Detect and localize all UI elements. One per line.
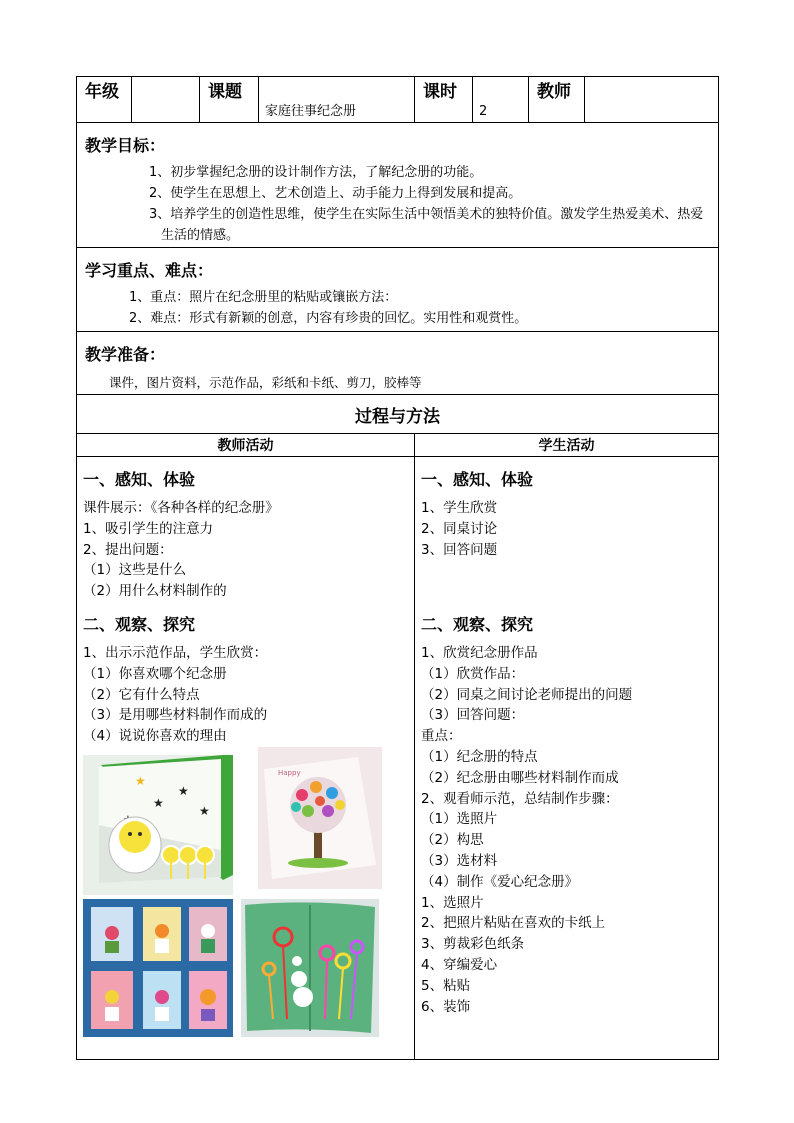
teacher-line: （4）说说你喜欢的理由 (83, 728, 227, 745)
student-line: （3）选材料 (421, 852, 498, 869)
process-title-row (77, 395, 719, 434)
process-title: 过程与方法 (77, 395, 719, 434)
student-line: 重点： (421, 728, 462, 745)
student-line: （2）构思 (421, 832, 484, 849)
focus-item: 1、重点：照片在纪念册里的粘贴或镶嵌方法： (129, 290, 398, 305)
student-line: 5、粘贴 (421, 977, 471, 994)
student-line: （2）同桌之间讨论老师提出的问题 (421, 686, 633, 703)
teacher-label: 教师 (529, 77, 585, 123)
teacher-line: （1）你喜欢哪个纪念册 (83, 665, 227, 682)
flower-cards-photo (83, 899, 233, 1037)
prep-row (77, 332, 719, 395)
goal-item: 2、使学生在思想上、艺术创造上、动手能力上得到发展和提高。 (149, 186, 522, 201)
student-line: （2）纪念册由哪些材料制作而成 (421, 769, 619, 786)
teacher-activity-cell (77, 457, 415, 1060)
topic-label: 课题 (200, 77, 259, 123)
teacher-line: （1）这些是什么 (83, 562, 187, 579)
student-line: （1）选照片 (421, 811, 498, 828)
student-activity-header: 学生活动 (415, 434, 719, 457)
student-activity-cell (415, 457, 719, 1060)
quilled-tree-card-photo (258, 747, 382, 889)
student-line: （1）欣赏作品： (421, 665, 525, 682)
header-row (77, 77, 719, 123)
prep-text: 课件，图片资料，示范作品，彩纸和卡纸、剪刀，胶棒等 (109, 375, 422, 390)
student-line: 6、装饰 (421, 998, 471, 1015)
prep-title: 教学准备： (85, 345, 166, 364)
hours-value: 2 (473, 77, 529, 123)
goal-item: 1、初步掌握纪念册的设计制作方法，了解纪念册的功能。 (149, 165, 483, 180)
student-stage1-title: 一、感知、体验 (421, 470, 534, 489)
goals-list (77, 162, 718, 246)
goals-title: 教学目标： (85, 136, 166, 155)
teacher-line: （2）用什么材料制作的 (83, 583, 227, 600)
lesson-plan-page (76, 76, 718, 1036)
student-line: 4、穿编爱心 (421, 956, 498, 973)
grade-value (132, 77, 200, 123)
teacher-line: 1、出示示范作品，学生欣赏： (83, 644, 268, 661)
student-line: （1）纪念册的特点 (421, 748, 538, 765)
student-line: 2、同桌讨论 (421, 520, 498, 537)
goal-item: 3、培养学生的创造性思维，使学生在实际生活中领悟美术的独特价值。激发学生热爱美术、热爱生活的情感。 (149, 207, 704, 243)
focus-item: 2、难点：形式有新颖的创意，内容有珍贵的回忆。实用性和观赏性。 (129, 311, 528, 326)
lollipop-card-photo (241, 899, 379, 1037)
svg-text:★: ★ (135, 773, 146, 788)
svg-text:Happy: Happy (278, 768, 301, 777)
topic-value: 家庭往事纪念册 (259, 77, 415, 123)
svg-text:★: ★ (178, 783, 189, 798)
student-line: 3、剪裁彩色纸条 (421, 936, 525, 953)
svg-text:★: ★ (153, 795, 164, 810)
student-line: （3）回答问题： (421, 707, 525, 724)
student-stage1-lines (415, 498, 718, 560)
teacher-stage2-lines (77, 643, 414, 747)
student-line: （4）制作《爱心纪念册》 (421, 873, 579, 890)
teacher-activity-header: 教师活动 (77, 434, 415, 457)
focus-list (77, 287, 718, 329)
teacher-line: 1、吸引学生的注意力 (83, 520, 214, 537)
student-line: 1、选照片 (421, 894, 484, 911)
teacher-stage1-lines (77, 498, 414, 602)
svg-text:★: ★ (199, 803, 210, 818)
teacher-line: 2、提出问题： (83, 541, 173, 558)
student-stage2-lines (415, 643, 718, 1017)
focus-row (77, 248, 719, 332)
student-line: 2、观看师示范，总结制作步骤： (421, 790, 619, 807)
student-stage2-title: 二、观察、探究 (421, 614, 534, 634)
teacher-stage1-title: 一、感知、体验 (83, 470, 196, 489)
teacher-line: 课件展示：《各种各样的纪念册》 (83, 500, 279, 516)
student-line: 1、学生欣赏 (421, 500, 498, 516)
activities-row (77, 457, 719, 1060)
teacher-stage2-title: 二、观察、探究 (83, 614, 196, 634)
lesson-plan-table (76, 76, 719, 1060)
sample-works-photos (77, 747, 414, 1037)
student-line: 1、欣赏纪念册作品 (421, 644, 538, 661)
popup-card-photo (83, 755, 233, 895)
teacher-value (585, 77, 719, 123)
teacher-line: （2）它有什么特点 (83, 686, 200, 703)
focus-title: 学习重点、难点： (85, 261, 214, 280)
grade-label: 年级 (77, 77, 132, 123)
column-header-row (77, 434, 719, 457)
teacher-line: （3）是用哪些材料制作而成的 (83, 707, 268, 724)
student-line: 3、回答问题 (421, 541, 498, 558)
goals-row (77, 123, 719, 248)
student-line: 2、把照片粘贴在喜欢的卡纸上 (421, 915, 606, 932)
hours-label: 课时 (415, 77, 473, 123)
